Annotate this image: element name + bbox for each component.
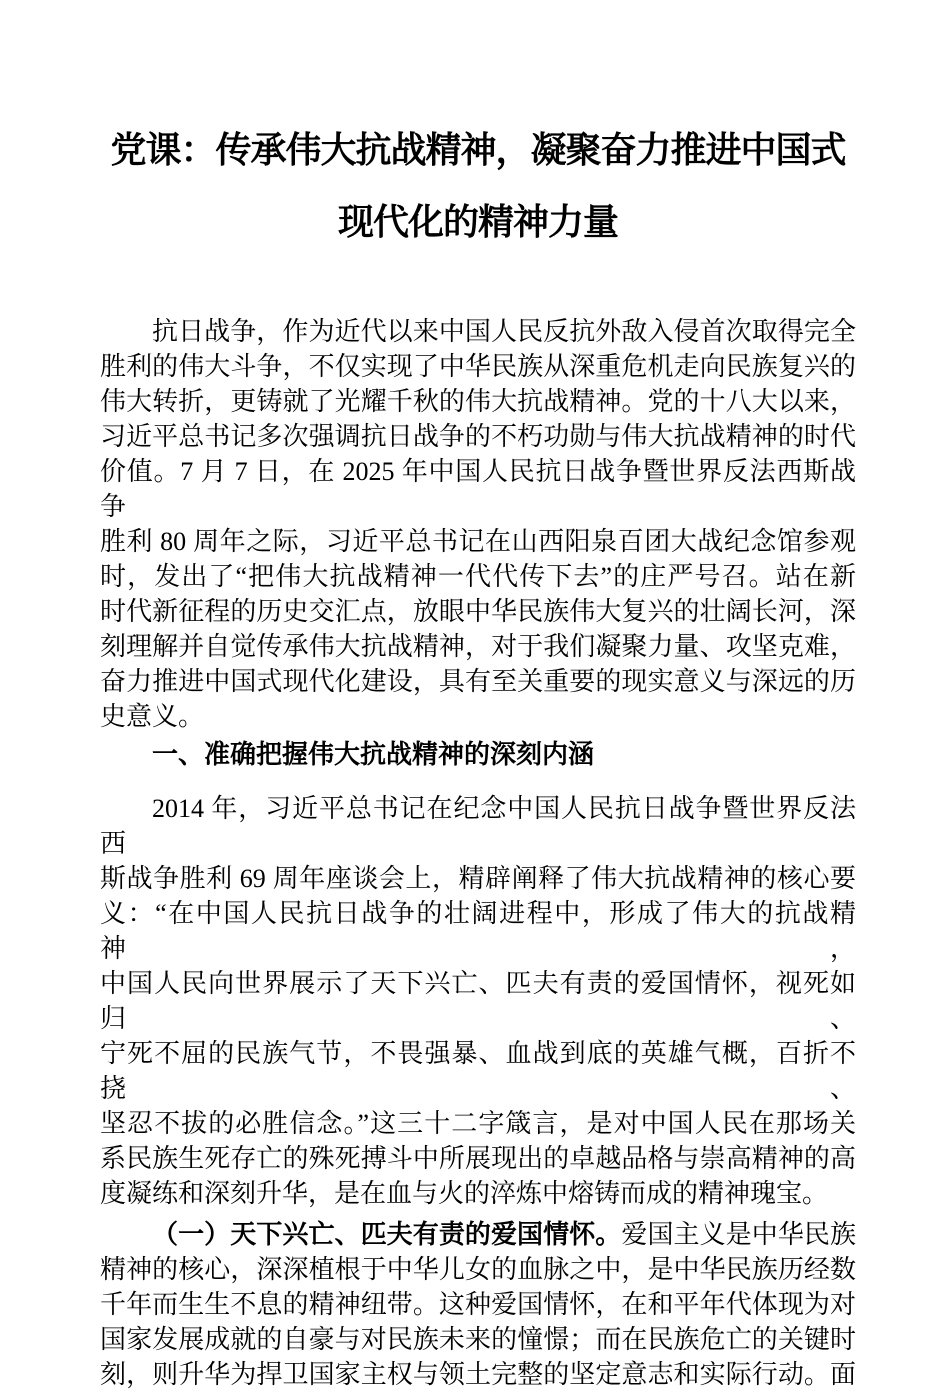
text-line: 度凝练和深刻升华，是在血与火的淬炼中熔铸而成的精神瑰宝。 — [100, 1179, 829, 1208]
text-line: 千年而生生不息的精神纽带。这种爱国情怀，在和平年代体现为对 — [100, 1290, 856, 1319]
text-line: 时，发出了“把伟大抗战精神一代代传下去”的庄严号召。站在新 — [100, 562, 856, 591]
text-line: 史意义。 — [100, 702, 205, 731]
text-line: 抗日战争，作为近代以来中国人民反抗外敌入侵首次取得完全 — [152, 317, 856, 346]
text-line: 精神的核心，深深植根于中华儿女的血脉之中，是中华民族历经数 — [100, 1255, 856, 1284]
document-content — [100, 0, 856, 1392]
text-line: 系民族生死存亡的殊死搏斗中所展现出的卓越品格与崇高精神的高 — [100, 1144, 856, 1173]
text-line: 伟大转折，更铸就了光耀千秋的伟大抗战精神。党的十八大以来， — [100, 387, 856, 416]
text-line: 刻，则升华为捍卫国家主权与领土完整的坚定意志和实际行动。面 — [100, 1360, 856, 1389]
text-line: 价值。7 月 7 日，在 2025 年中国人民抗日战争暨世界反法西斯战争 — [100, 457, 856, 521]
text-line: 宁死不屈的民族气节，不畏强暴、血战到底的英雄气概，百折不挠、 — [100, 1039, 856, 1103]
text-line: 胜利的伟大斗争，不仅实现了中华民族从深重危机走向民族复兴的 — [100, 352, 856, 381]
text-line: 斯战争胜利 69 周年座谈会上，精辟阐释了伟大抗战精神的核心要 — [100, 864, 856, 893]
text-line: 胜利 80 周年之际，习近平总书记在山西阳泉百团大战纪念馆参观 — [100, 527, 856, 556]
text-line: 国家发展成就的自豪与对民族未来的憧憬；而在民族危亡的关键时 — [100, 1325, 856, 1354]
section-heading-1: 一、准确把握伟大抗战精神的深刻内涵 — [152, 740, 595, 769]
document-title-line-1: 党课：传承伟大抗战精神，凝聚奋力推进中国式 — [110, 129, 846, 170]
text-line: 坚忍不拔的必胜信念。”这三十二字箴言，是对中国人民在那场关 — [100, 1109, 856, 1138]
text-line: 刻理解并自觉传承伟大抗战精神，对于我们凝聚力量、攻坚克难， — [100, 632, 856, 661]
text-line — [100, 1217, 856, 1252]
subsection-lead-bold: （一）天下兴亡、匹夫有责的爱国情怀。 — [152, 1220, 622, 1249]
subsection-lead-rest: 爱国主义是中华民族 — [621, 1220, 856, 1249]
paragraph-intro — [100, 314, 856, 734]
text-line: 义：“在中国人民抗日战争的壮阔进程中，形成了伟大的抗战精神， — [100, 899, 856, 963]
document-title-line-2: 现代化的精神力量 — [337, 201, 618, 242]
text-line: 时代新征程的历史交汇点，放眼中华民族伟大复兴的壮阔长河，深 — [100, 597, 856, 626]
text-line: 中国人民向世界展示了天下兴亡、匹夫有责的爱国情怀，视死如归、 — [100, 969, 856, 1033]
text-line: 2014 年，习近平总书记在纪念中国人民抗日战争暨世界反法西 — [100, 794, 856, 858]
text-line: 奋力推进中国式现代化建设，具有至关重要的现实意义与深远的历 — [100, 667, 856, 696]
text-line: 习近平总书记多次强调抗日战争的不朽功勋与伟大抗战精神的时代 — [100, 422, 856, 451]
paragraph-section-1 — [100, 791, 856, 1211]
paragraph-subsection-1 — [100, 1217, 856, 1392]
